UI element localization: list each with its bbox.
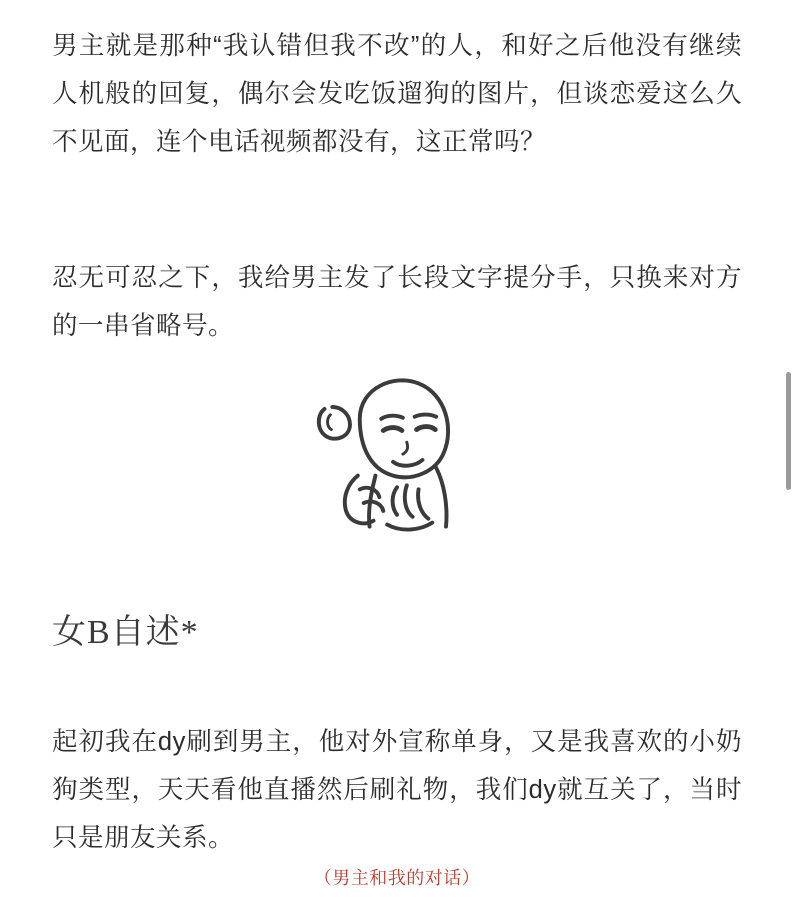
image-caption: （男主和我的对话） [313, 868, 481, 888]
paragraph-1: 男主就是那种“我认错但我不改”的人，和好之后他没有继续人机般的回复，偶尔会发吃饭遛狗的图片，但谈恋爱这么久不见面，连个电话视频都没有，这正常吗？ [52, 32, 742, 156]
paragraph-2: 忍无可忍之下，我给男主发了长段文字提分手，只换来对方的一串省略号。 [52, 264, 742, 340]
meme-figure [52, 358, 742, 554]
vertical-scrollbar[interactable] [786, 372, 791, 490]
section-heading: 女B自述* [52, 614, 199, 651]
meme-sticker [299, 358, 495, 554]
paragraph-3: 起初我在dy刷到男主，他对外宣称单身，又是我喜欢的小奶狗类型，天天看他直播然后刷礼物，我们dy就互关了，当时只是朋友关系。 [52, 728, 742, 852]
